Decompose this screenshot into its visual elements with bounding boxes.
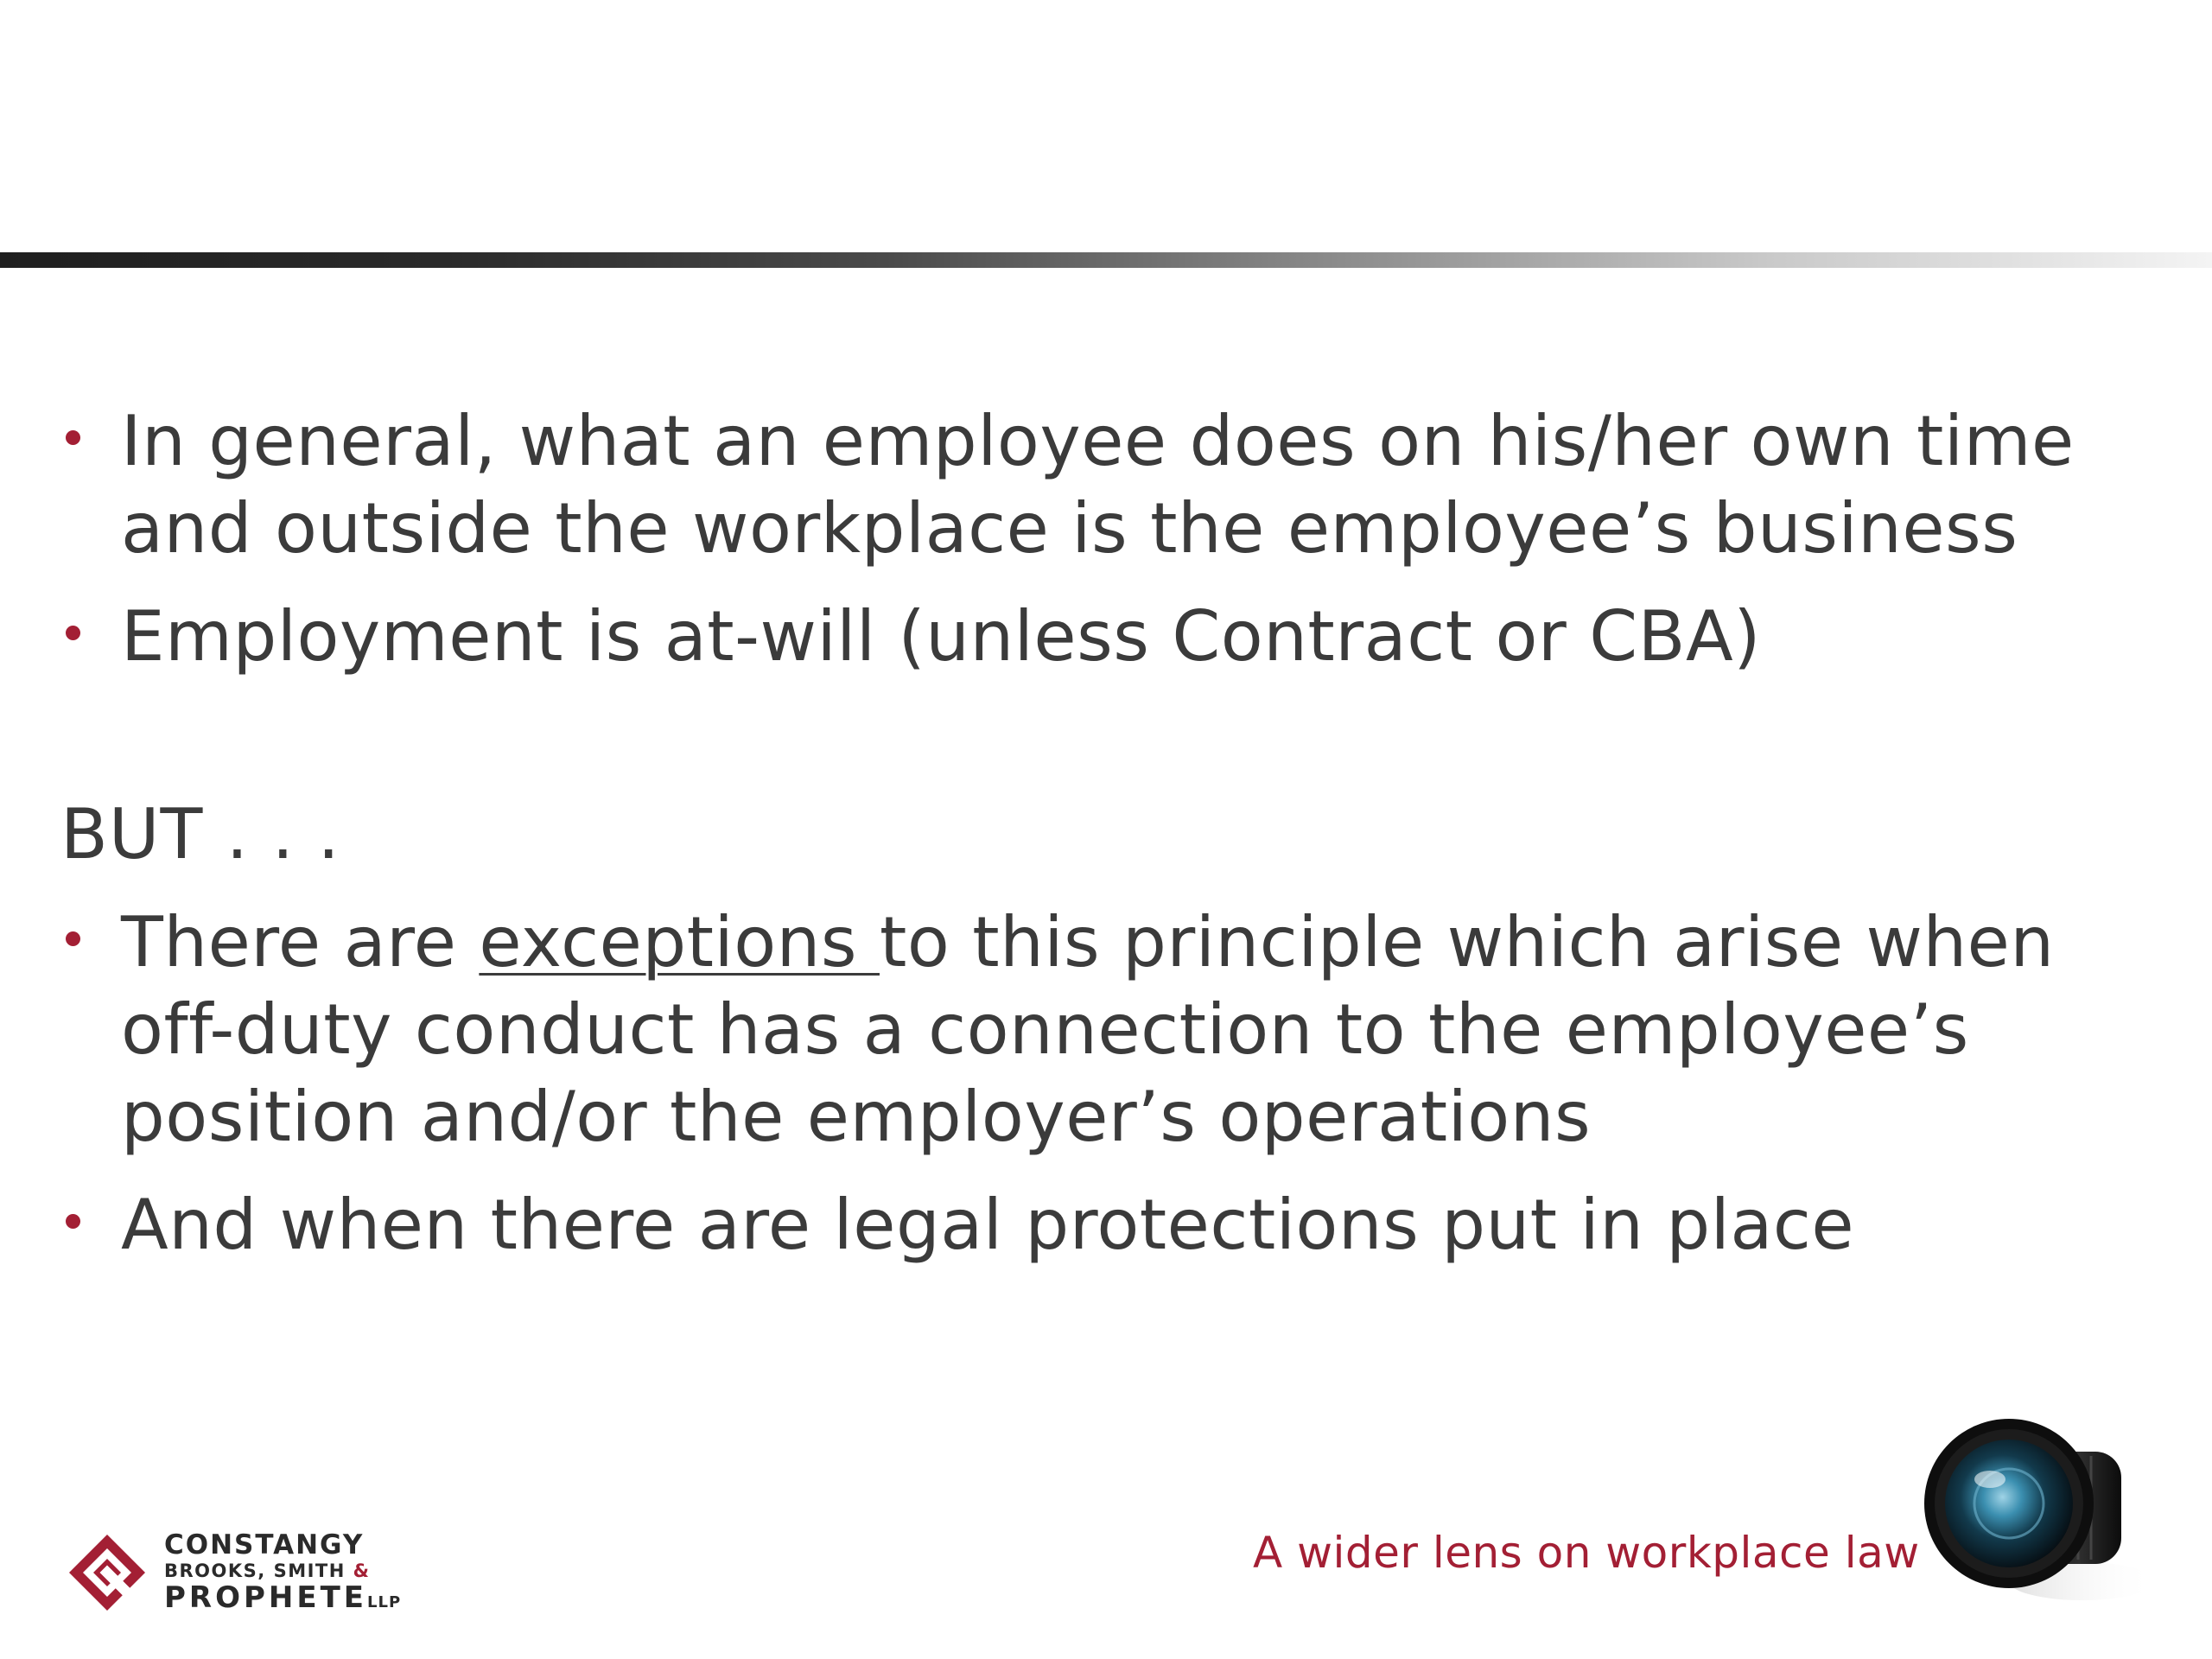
logo-text — [164, 1529, 402, 1615]
logo-llp: LLP — [367, 1593, 402, 1611]
bullet-text-prefix: There are — [121, 902, 480, 982]
logo-line2 — [164, 1562, 401, 1580]
firm-logo — [67, 1529, 402, 1615]
logo-line2-text: BROOKS, SMITH — [164, 1560, 346, 1581]
but-heading: BUT . . . — [60, 794, 340, 874]
bullet-icon — [66, 626, 80, 640]
bullet-item — [60, 397, 2152, 572]
bullet-item — [60, 593, 2152, 680]
bullet-text: And when there are legal protections put in place — [121, 1185, 1855, 1265]
bullet-text: In general, what an employee does on his/her own time and outside the workplace is the employee’s business — [121, 401, 2075, 569]
bullet-item — [60, 1181, 2152, 1268]
slide-body — [60, 397, 2152, 1268]
logo-line1: CONSTANGY — [164, 1529, 365, 1560]
bullet-text-underlined: exceptions — [479, 902, 880, 982]
header-rule — [0, 252, 2212, 268]
logo-ampersand: & — [353, 1560, 371, 1581]
bullet-list-bottom — [60, 899, 2152, 1268]
bullet-text-suffix: to this principle which arise when off-duty conduct has a connection to the employee’s position and/or the employer’s operations — [121, 902, 2055, 1157]
bullet-item — [60, 899, 2152, 1160]
bullet-icon — [66, 931, 80, 946]
logo-line3-text: PROPHETE — [164, 1580, 368, 1615]
logo-mark-icon — [67, 1533, 147, 1612]
footer-tagline: A wider lens on workplace law — [1253, 1528, 1920, 1578]
bullet-text: Employment is at-will (unless Contract or CBA) — [121, 596, 1761, 677]
camera-lens-icon — [1923, 1408, 2156, 1616]
bullet-list-top — [60, 397, 2152, 680]
logo-line3 — [164, 1580, 402, 1615]
bullet-icon — [66, 1214, 80, 1229]
bullet-icon — [66, 430, 80, 445]
